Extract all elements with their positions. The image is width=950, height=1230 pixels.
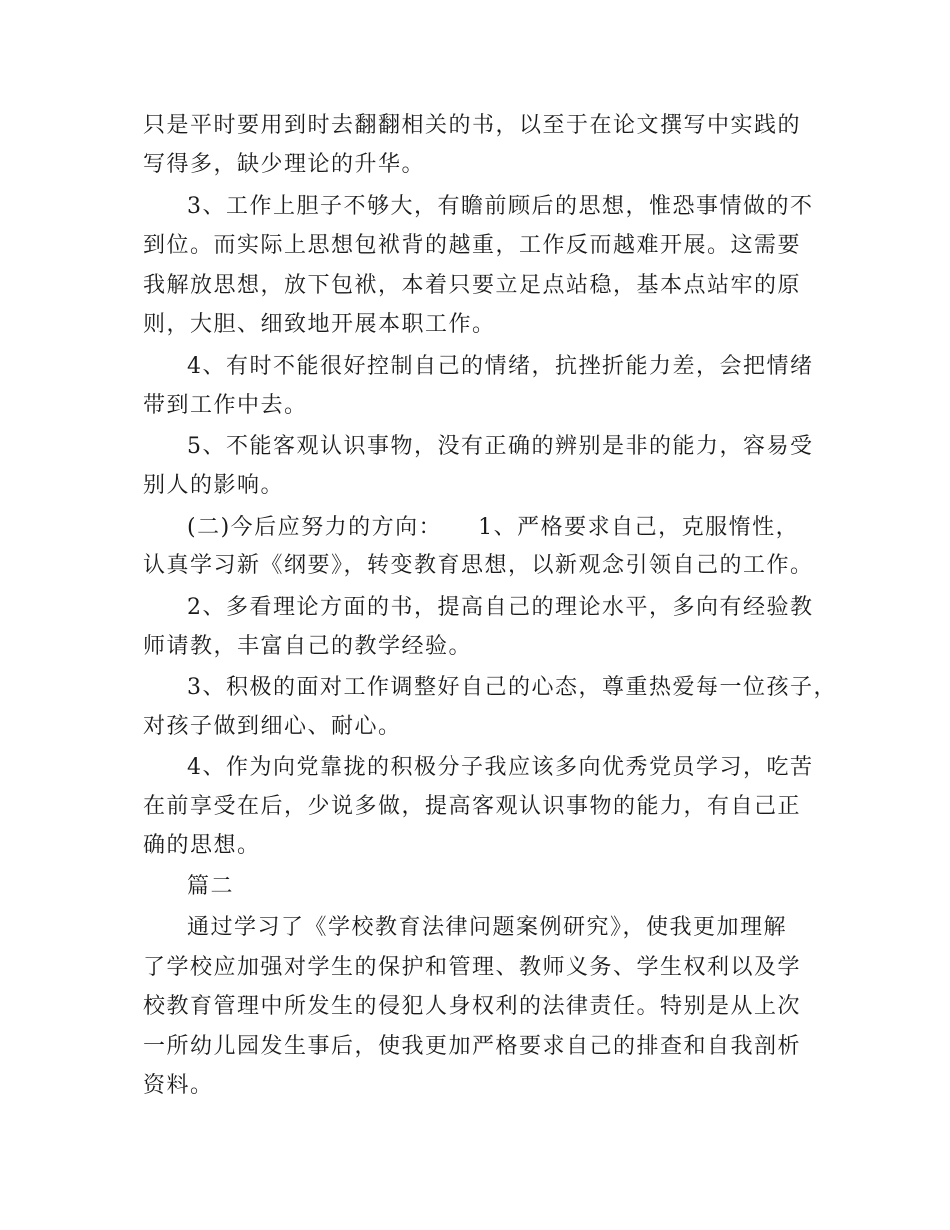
text-line: 则，大胆、细致地开展本职工作。 (143, 312, 496, 337)
text-line: 校教育管理中所发生的侵犯人身权利的法律责任。特别是从上次 (143, 994, 802, 1019)
text-line: 通过学习了《学校教育法律问题案例研究》，使我更加理解 (187, 915, 788, 940)
text-line: 认真学习新《纲要》，转变教育思想，以新观念引领自己的工作。 (143, 553, 814, 578)
text-line: 了学校应加强对学生的保护和管理、教师义务、学生权利以及学 (143, 955, 802, 980)
text-line: 确的思想。 (143, 833, 261, 858)
text-line: 只是平时要用到时去翻翻相关的书，以至于在论文撰写中实践的 (143, 113, 802, 138)
text-line: 2、多看理论方面的书，提高自己的理论水平，多向有经验教 (187, 595, 814, 620)
text-line: 带到工作中去。 (143, 393, 308, 418)
text-line: 对孩子做到细心、耐心。 (143, 714, 402, 739)
text-line: 在前享受在后，少说多做，提高客观认识事物的能力，有自己正 (143, 794, 802, 819)
text-line: 5、不能客观认识事物，没有正确的辨别是非的能力，容易受 (187, 434, 814, 459)
text-line: 4、有时不能很好控制自己的情绪，抗挫折能力差，会把情绪 (187, 354, 814, 379)
text-line: 别人的影响。 (143, 473, 285, 498)
text-line: 写得多，缺少理论的升华。 (143, 152, 426, 177)
text-line: 4、作为向党靠拢的积极分子我应该多向优秀党员学习，吃苦 (187, 755, 814, 780)
text-line: 一所幼儿园发生事后，使我更加严格要求自己的排查和自我剖析 (143, 1034, 802, 1059)
text-line: (二)今后应努力的方向： 1、严格要求自己，克服惰性， (187, 515, 800, 540)
text-line: 3、工作上胆子不够大，有瞻前顾后的思想，惟恐事情做的不 (187, 194, 814, 219)
text-line: 到位。而实际上思想包袱背的越重，工作反而越难开展。这需要 (143, 233, 802, 258)
text-line: 师请教，丰富自己的教学经验。 (143, 634, 473, 659)
text-line: 资料。 (143, 1073, 214, 1098)
text-line: 3、积极的面对工作调整好自己的心态，尊重热爱每一位孩子， (187, 675, 837, 700)
text-line: 我解放思想，放下包袱，本着只要立足点站稳，基本点站牢的原 (143, 273, 802, 298)
section-heading: 篇二 (187, 874, 235, 899)
